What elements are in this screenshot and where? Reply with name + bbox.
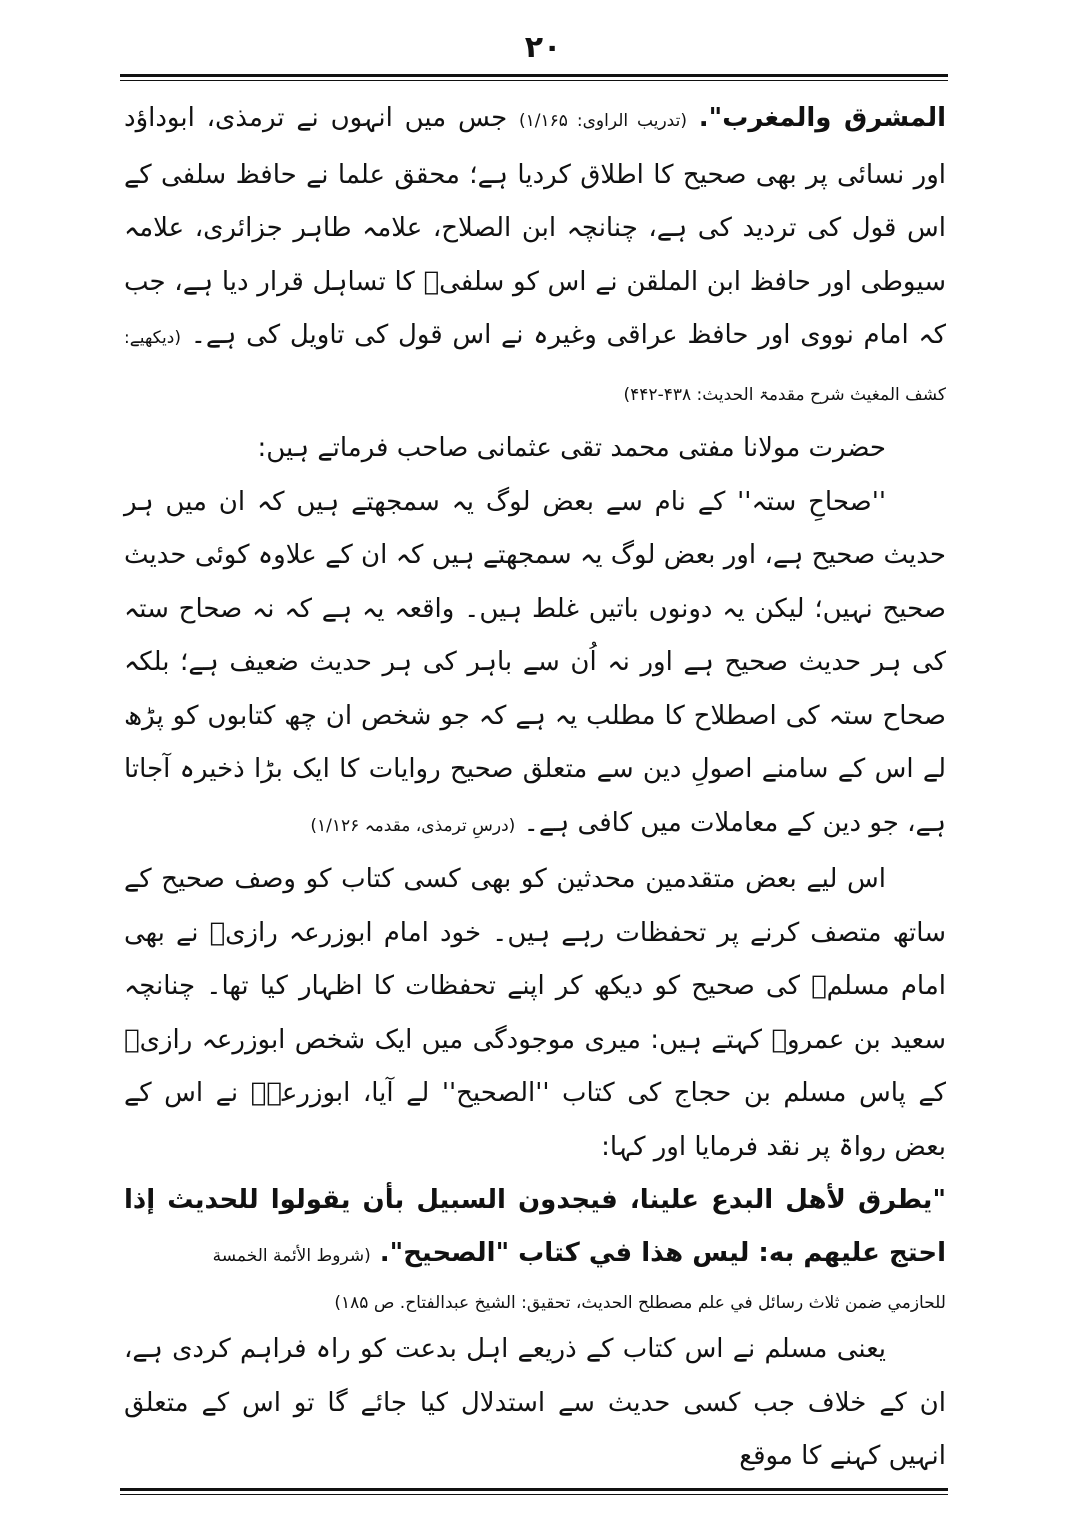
arabic-phrase: المشرق والمغرب".: [698, 103, 947, 133]
paragraph-1-text: جس میں انہوں نے ترمذی، ابوداؤد اور نسائی پر بھی صحیح کا اطلاق کردیا ہے؛ محقق علما نے حافظ سلفی کے اس قول کی تردید کی ہے، چنانچہ ابن الصلاح، علامہ طاہر جزائری، علامہ سیوطی اور حافظ ابن الملقن نے اس کو سلفیؒ کا تساہل قرار دیا ہے، جب کہ امام نووی اور حافظ عراقی وغیرہ نے اس قول کی تاویل کی ہے۔: [124, 103, 946, 350]
paragraph-3: [124, 476, 946, 854]
page-number: ۲۰: [524, 30, 562, 65]
paragraph-4: اس لیے بعض متقدمین محدثین کو بھی کسی کتاب کو وصف صحیح کے ساتھ متصف کرنے پر تحفظات رہے ہیں۔ خود امام ابوزرعہ رازیؒ نے بھی امام مسلمؒ کی صحیح کو دیکھ کر اپنے تحفظات کا اظہار کیا تھا۔ چنانچہ سعید بن عمروؒ کہتے ہیں: میری موجودگی میں ایک شخص ابوزرعہ رازیؒ کے پاس مسلم بن حجاج کی کتاب ''الصحیح'' لے آیا، ابوزرعہؒ نے اس کے بعض رواۃ پر نقد فرمایا اور کہا:: [124, 864, 946, 1162]
arabic-quote: [124, 1174, 946, 1283]
page-body: [124, 92, 946, 1482]
quote-source-part-1: (شروط الأئمة الخمسة: [212, 1246, 371, 1266]
paragraph-1: [124, 92, 946, 422]
header-rule: [120, 74, 948, 81]
reference-kashf: (دیکھیے: کشف المغیث شرح مقدمۃ الحدیث: ۴۳۸-۴۴۲): [124, 328, 946, 405]
reference-tadrib: (تدریب الراوی: ۱/۱۶۵): [519, 111, 687, 131]
reference-dars-tirmidhi: (درسِ ترمذی، مقدمہ ۱/۱۲۶): [310, 815, 516, 836]
quote-source-part-2: للحازمي ضمن ثلاث رسائل في علم مصطلح الحديث، تحقيق: الشيخ عبدالفتاح. ص ۱۸۵): [334, 1293, 946, 1313]
footer-rule: [120, 1488, 948, 1495]
arabic-quote-text: "يطرق لأهل البدع علينا، فيجدون السبيل بأن يقولوا للحديث إذا احتج عليهم به: ليس هذا في كتاب "الصحيح".: [124, 1185, 946, 1268]
paragraph-3-text: ''صحاحِ ستہ'' کے نام سے بعض لوگ یہ سمجھتے ہیں کہ ان میں ہر حدیث صحیح ہے، اور بعض لوگ یہ سمجھتے ہیں کہ ان کے علاوہ کوئی حدیث صحیح نہیں؛ لیکن یہ دونوں باتیں غلط ہیں۔ واقعہ یہ ہے کہ نہ صحاح ستہ کی ہر حدیث صحیح ہے اور نہ اُن سے باہر کی ہر حدیث ضعیف ہے؛ بلکہ صحاح ستہ کی اصطلاح کا مطلب یہ ہے کہ جو شخص ان چھ کتابوں کو پڑھ لے اس کے سامنے اصولِ دین سے متعلق صحیح روایات کا ایک بڑا ذخیرہ آجاتا ہے، جو دین کے معاملات میں کافی ہے۔: [124, 486, 946, 838]
paragraph-5: یعنی مسلم نے اس کتاب کے ذریعے اہل بدعت کو راہ فراہم کردی ہے، ان کے خلاف جب کسی حدیث سے استدلال کیا جائے گا تو اس کے متعلق انہیں کہنے کا موقع: [124, 1334, 946, 1471]
paragraph-2: حضرت مولانا مفتی محمد تقی عثمانی صاحب فرماتے ہیں:: [257, 433, 886, 463]
